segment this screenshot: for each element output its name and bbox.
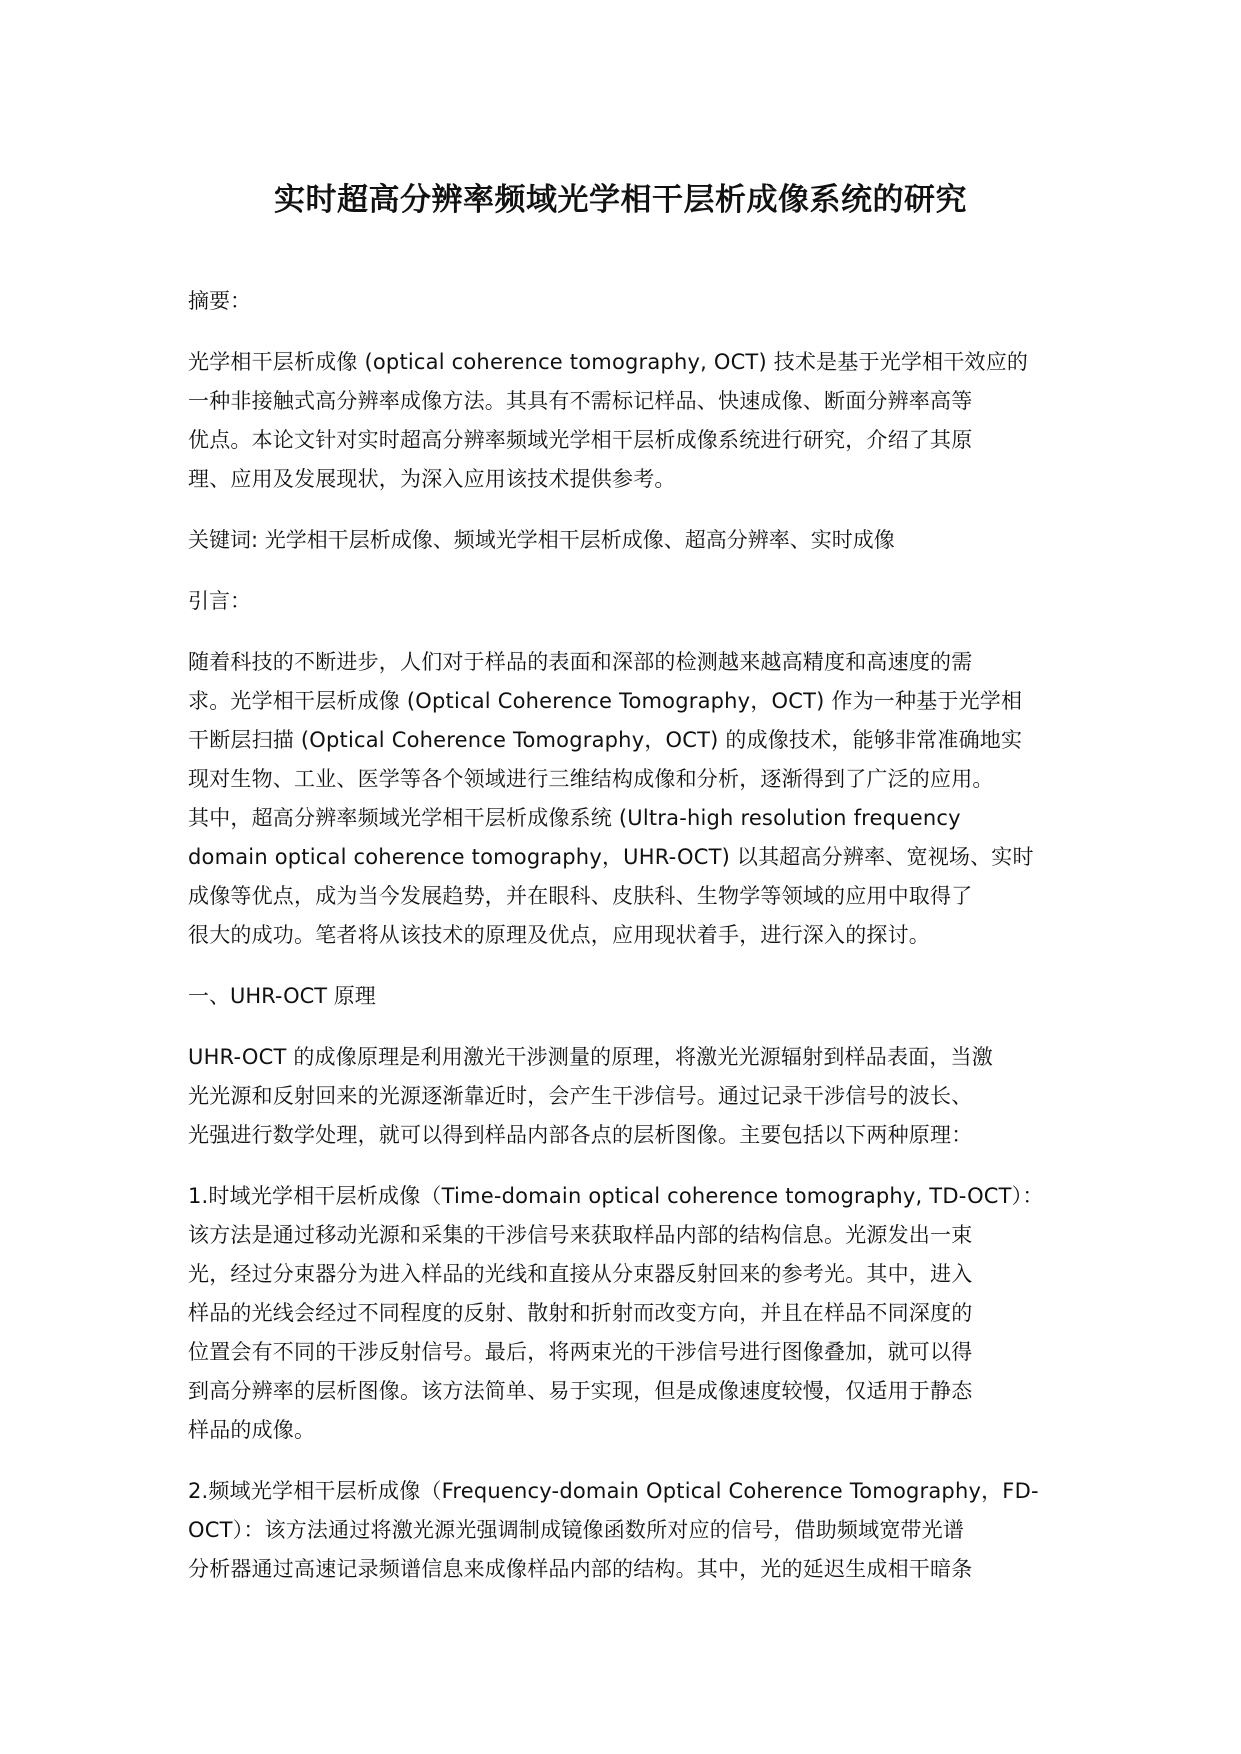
abstract-paragraph: [188, 343, 1048, 499]
intro-line: 随着科技的不断进步，人们对于样品的表面和深部的检测越来越高精度和高速度的需: [188, 650, 973, 674]
intro-line: 现对生物、工业、医学等各个领域进行三维结构成像和分析，逐渐得到了广泛的应用。: [188, 767, 994, 791]
intro-paragraph: [188, 643, 1048, 955]
item1-line: 样品的光线会经过不同程度的反射、散射和折射而改变方向，并且在样品不同深度的: [188, 1301, 973, 1325]
item1-line: 光，经过分束器分为进入样品的光线和直接从分束器反射回来的参考光。其中，进入: [188, 1262, 973, 1286]
paper-title: 实时超高分辨率频域光学相干层析成像系统的研究: [274, 182, 967, 218]
section1-heading: 一、UHR-OCT 原理: [188, 984, 376, 1008]
section1-line: 光光源和反射回来的光源逐渐靠近时，会产生干涉信号。通过记录干涉信号的波长、: [188, 1084, 973, 1108]
item1-line: 样品的成像。: [188, 1418, 316, 1442]
intro-label: 引言：: [188, 589, 251, 613]
keywords-line: 关键词: 光学相干层析成像、频域光学相干层析成像、超高分辨率、实时成像: [188, 528, 895, 552]
abstract-line: 理、应用及发展现状，为深入应用该技术提供参考。: [188, 467, 676, 491]
item1-paragraph: [188, 1177, 1048, 1450]
abstract-line: 光学相干层析成像 (optical coherence tomography, OCT) 技术是基于光学相干效应的: [188, 350, 1029, 374]
item1-line: 到高分辨率的层析图像。该方法简单、易于实现，但是成像速度较慢，仅适用于静态: [188, 1379, 973, 1403]
intro-line: domain optical coherence tomography，UHR-OCT) 以其超高分辨率、宽视场、实时: [188, 845, 1034, 869]
intro-line: 干断层扫描 (Optical Coherence Tomography，OCT) 的成像技术，能够非常准确地实: [188, 728, 1023, 752]
abstract-label: 摘要：: [188, 289, 251, 313]
intro-line: 其中，超高分辨率频域光学相干层析成像系统 (Ultra-high resolution frequency: [188, 806, 961, 830]
intro-line: 成像等优点，成为当今发展趋势，并在眼科、皮肤科、生物学等领域的应用中取得了: [188, 884, 973, 908]
abstract-line: 优点。本论文针对实时超高分辨率频域光学相干层析成像系统进行研究，介绍了其原: [188, 428, 973, 452]
item2-line: 2.频域光学相干层析成像（Frequency-domain Optical Coherence Tomography，FD-: [188, 1479, 1039, 1503]
section1-line: 光强进行数学处理，就可以得到样品内部各点的层析图像。主要包括以下两种原理：: [188, 1123, 973, 1147]
abstract-line: 一种非接触式高分辨率成像方法。其具有不需标记样品、快速成像、断面分辨率高等: [188, 389, 973, 413]
item1-line: 1.时域光学相干层析成像（Time-domain optical coherence tomography, TD-OCT）：: [188, 1184, 1044, 1208]
intro-line: 求。光学相干层析成像 (Optical Coherence Tomography，OCT) 作为一种基于光学相: [188, 689, 1023, 713]
item2-paragraph: [188, 1472, 1048, 1589]
section1-paragraph: [188, 1038, 1048, 1155]
section1-line: UHR-OCT 的成像原理是利用激光干涉测量的原理，将激光光源辐射到样品表面，当激: [188, 1045, 993, 1069]
paper-body: [188, 282, 1048, 1589]
item1-line: 该方法是通过移动光源和采集的干涉信号来获取样品内部的结构信息。光源发出一束: [188, 1223, 973, 1247]
item1-line: 位置会有不同的干涉反射信号。最后，将两束光的干涉信号进行图像叠加，就可以得: [188, 1340, 973, 1364]
item2-line: 分析器通过高速记录频谱信息来成像样品内部的结构。其中，光的延迟生成相干暗条: [188, 1557, 973, 1581]
intro-line: 很大的成功。笔者将从该技术的原理及优点，应用现状着手，进行深入的探讨。: [188, 923, 930, 947]
item2-line: OCT）：该方法通过将激光源光强调制成镜像函数所对应的信号，借助频域宽带光谱: [188, 1518, 965, 1542]
